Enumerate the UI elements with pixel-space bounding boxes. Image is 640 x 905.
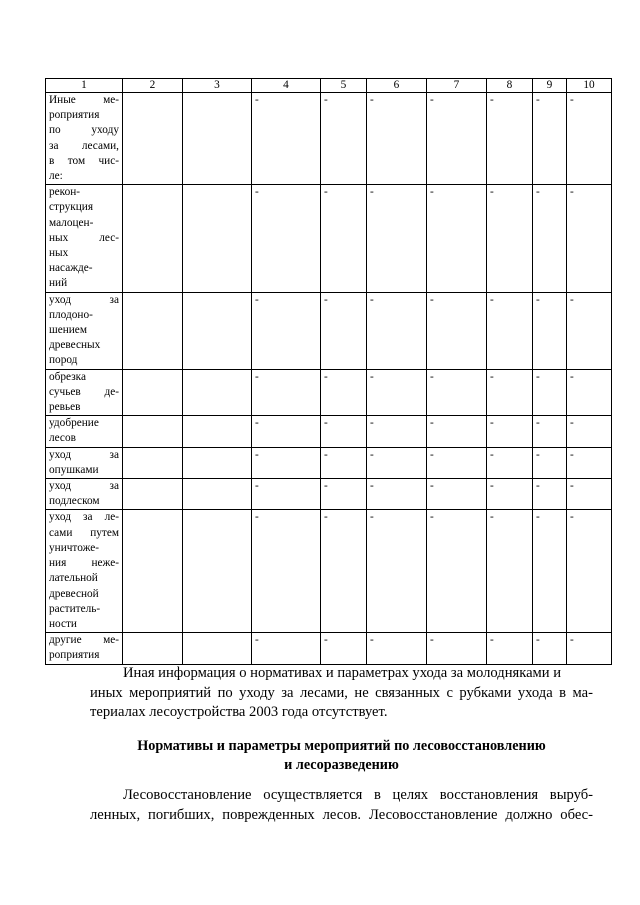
row-label-line: сами путем (49, 526, 119, 539)
table-cell (183, 479, 252, 510)
table-cell (183, 185, 252, 292)
table-cell: - (567, 93, 612, 185)
row-label-line: ния неже- (49, 557, 119, 570)
row-label-line: струкция (49, 201, 94, 214)
table-row (46, 369, 612, 416)
column-header: 3 (183, 79, 252, 93)
row-label-line: шением (49, 324, 87, 337)
table-row (46, 292, 612, 369)
row-label-line: пород (49, 354, 78, 367)
table-cell: - (367, 416, 427, 447)
row-label-line: насажде- (49, 262, 93, 275)
section-heading (90, 737, 593, 774)
table-cell: - (533, 633, 567, 664)
reforestation-paragraph-line-1: Лесовосстановление осуществляется в целях восстановления выруб- (123, 787, 593, 803)
table-cell: - (252, 479, 321, 510)
table-cell: - (567, 416, 612, 447)
row-label (46, 510, 123, 633)
table-cell: - (427, 510, 487, 633)
table-cell: - (567, 447, 612, 478)
row-label-line: плодоно- (49, 308, 93, 321)
table-cell: - (487, 447, 533, 478)
row-label (46, 633, 123, 664)
table-cell: - (533, 447, 567, 478)
row-label-line: роприятия (49, 109, 100, 122)
table-row (46, 510, 612, 633)
table-cell: - (427, 416, 487, 447)
row-label-line: древесных (49, 339, 101, 352)
table-cell: - (427, 479, 487, 510)
table-cell: - (367, 369, 427, 416)
row-label-line: рекон- (49, 186, 81, 199)
header-row (46, 79, 612, 93)
table-cell: - (533, 369, 567, 416)
table-cell: - (321, 447, 367, 478)
row-label-line: другие ме- (49, 634, 119, 647)
table-cell: - (533, 510, 567, 633)
row-label-line: по уходу (49, 124, 119, 137)
table-row (46, 185, 612, 292)
row-label-line: уход за ле- (49, 511, 119, 524)
row-label (46, 479, 123, 510)
row-label-line: ревьев (49, 401, 81, 414)
table-cell: - (367, 93, 427, 185)
table-row (46, 447, 612, 478)
table-cell: - (427, 93, 487, 185)
table-cell: - (367, 185, 427, 292)
column-header: 4 (252, 79, 321, 93)
table-cell: - (427, 369, 487, 416)
reforestation-paragraph (90, 786, 593, 825)
table-cell (123, 510, 183, 633)
column-header: 10 (567, 79, 612, 93)
row-label (46, 93, 123, 185)
table-row (46, 416, 612, 447)
table-cell: - (252, 292, 321, 369)
section-heading-line-1: Нормативы и параметры мероприятий по лесовосстановлению (137, 738, 546, 754)
table-cell: - (367, 633, 427, 664)
table-cell: - (533, 479, 567, 510)
table-header (46, 79, 612, 93)
table-cell (183, 510, 252, 633)
row-label-line: малоцен- (49, 216, 94, 229)
table-cell: - (487, 292, 533, 369)
measures-table (45, 78, 612, 665)
table-cell: - (252, 369, 321, 416)
row-label (46, 185, 123, 292)
table-cell: - (487, 416, 533, 447)
table-cell (183, 416, 252, 447)
column-header: 5 (321, 79, 367, 93)
row-label-line: роприятия (49, 649, 100, 662)
table-cell: - (321, 369, 367, 416)
table-cell: - (252, 633, 321, 664)
table-cell: - (533, 185, 567, 292)
table-cell: - (533, 416, 567, 447)
row-label (46, 416, 123, 447)
table-cell (123, 447, 183, 478)
row-label-line: за лесами, (49, 139, 119, 152)
row-label-line: в том чис- (49, 154, 119, 167)
table-cell (123, 633, 183, 664)
column-header: 1 (46, 79, 123, 93)
row-label-line: удобрение (49, 417, 99, 430)
table-cell (183, 369, 252, 416)
row-label-line: подлеском (49, 495, 100, 508)
table-cell: - (252, 510, 321, 633)
row-label-line: ных (49, 247, 69, 260)
table-cell: - (252, 416, 321, 447)
section-heading-line-2: и лесоразведению (284, 756, 399, 773)
table-cell: - (567, 510, 612, 633)
row-label-line: ний (49, 277, 68, 290)
table-cell: - (567, 369, 612, 416)
table-cell: - (367, 510, 427, 633)
table-row (46, 479, 612, 510)
info-paragraph-line-1: Иная информация о нормативах и параметрах ухода за молодняками и (123, 665, 562, 681)
info-paragraph-line-3: териалах лесоустройства 2003 года отсутствует. (90, 704, 388, 720)
table-cell: - (567, 479, 612, 510)
table-cell: - (533, 93, 567, 185)
column-header: 2 (123, 79, 183, 93)
table-cell: - (427, 633, 487, 664)
table-cell (123, 369, 183, 416)
table-cell: - (321, 93, 367, 185)
table-cell: - (487, 633, 533, 664)
row-label-line: обрезка (49, 370, 86, 383)
row-label (46, 447, 123, 478)
info-paragraph-line-2: иных мероприятий по уходу за лесами, не связанных с рубками ухода в ма- (90, 684, 593, 701)
table-cell (123, 416, 183, 447)
row-label-line: уход за (49, 480, 119, 493)
table-cell: - (252, 447, 321, 478)
table-cell: - (252, 93, 321, 185)
row-label-line: опушками (49, 463, 99, 476)
table-body (46, 93, 612, 665)
row-label (46, 369, 123, 416)
table-cell: - (321, 510, 367, 633)
table-cell: - (427, 292, 487, 369)
info-paragraph (90, 664, 593, 723)
table-cell: - (487, 93, 533, 185)
table-cell: - (367, 292, 427, 369)
table-cell (183, 447, 252, 478)
table-cell (123, 479, 183, 510)
column-header: 7 (427, 79, 487, 93)
row-label-line: лательной (49, 572, 98, 585)
row-label-line: древесной (49, 587, 99, 600)
table-row (46, 93, 612, 185)
table-cell: - (487, 510, 533, 633)
table-cell: - (567, 292, 612, 369)
table-cell: - (321, 479, 367, 510)
table-cell (123, 292, 183, 369)
row-label-line: лесов (49, 432, 76, 445)
row-label-line: уничтоже- (49, 541, 100, 554)
row-label-line: ле: (49, 170, 63, 183)
table-cell (183, 633, 252, 664)
table-cell: - (487, 479, 533, 510)
column-header: 6 (367, 79, 427, 93)
table-cell: - (321, 185, 367, 292)
column-header: 9 (533, 79, 567, 93)
table-cell: - (367, 447, 427, 478)
table-cell: - (487, 185, 533, 292)
row-label-line: ных лес- (49, 231, 119, 244)
row-label-line: ности (49, 617, 77, 630)
table-cell: - (321, 416, 367, 447)
table-cell: - (567, 633, 612, 664)
table-cell: - (427, 447, 487, 478)
table-cell: - (533, 292, 567, 369)
table-cell: - (252, 185, 321, 292)
table-cell: - (321, 633, 367, 664)
table-cell (123, 185, 183, 292)
table-row (46, 633, 612, 664)
table-cell (123, 93, 183, 185)
column-header: 8 (487, 79, 533, 93)
table-cell (183, 93, 252, 185)
table-cell: - (567, 185, 612, 292)
table-cell: - (367, 479, 427, 510)
table-cell: - (487, 369, 533, 416)
row-label-line: Иные ме- (49, 94, 119, 106)
row-label (46, 292, 123, 369)
row-label-line: раститель- (49, 602, 101, 615)
table-cell: - (427, 185, 487, 292)
row-label-line: уход за (49, 293, 119, 306)
row-label-line: сучьев де- (49, 385, 119, 398)
row-label-line: уход за (49, 448, 119, 461)
reforestation-paragraph-line-2: ленных, погибших, поврежденных лесов. Лесовосстановление должно обес- (90, 806, 593, 823)
table-cell: - (321, 292, 367, 369)
table-cell (183, 292, 252, 369)
